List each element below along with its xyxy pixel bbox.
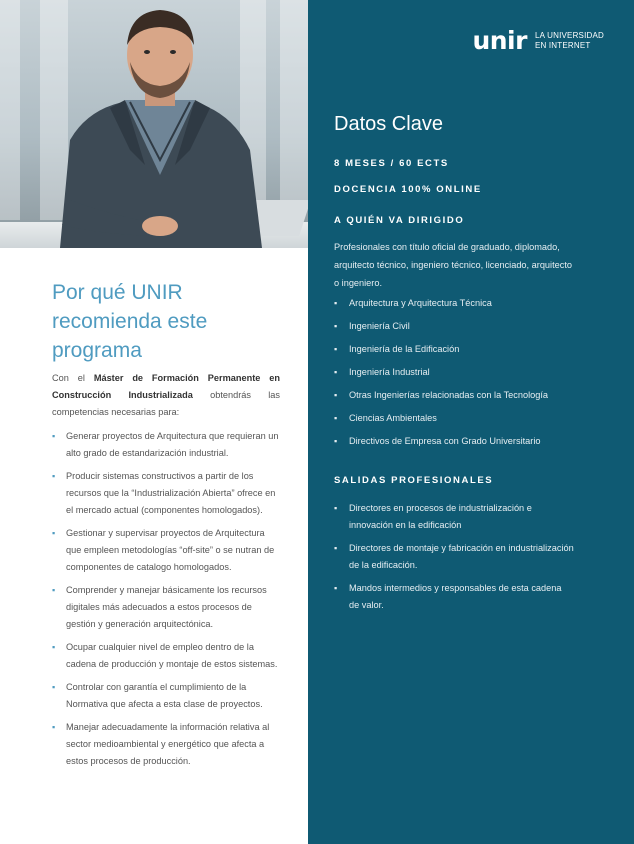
bullet-icon: ▪ bbox=[334, 436, 338, 446]
list-item: ▪ Producir sistemas constructivos a partir de los recursos que la “Industrialización Abierta” ofrece en el mercado actual (componentes homologados). bbox=[52, 468, 282, 519]
logo-tagline: LA UNIVERSIDAD EN INTERNET bbox=[534, 30, 604, 50]
bullet-icon: ▪ bbox=[334, 344, 338, 354]
bullet-icon: ▪ bbox=[52, 642, 56, 652]
person-illustration bbox=[0, 0, 308, 248]
careers-list bbox=[334, 500, 574, 620]
bullet-icon: ▪ bbox=[52, 528, 56, 538]
bullet-icon: ▪ bbox=[52, 722, 56, 732]
list-item: ▪ Ingeniería Civil bbox=[334, 321, 410, 331]
list-item: ▪ Arquitectura y Arquitectura Técnica bbox=[334, 298, 492, 308]
list-item: ▪ Manejar adecuadamente la información relativa al sector medioambiental y energético que afecta a estos procesos de producción. bbox=[52, 719, 282, 770]
list-item: ▪ Ciencias Ambientales bbox=[334, 413, 437, 423]
bullet-icon: ▪ bbox=[334, 413, 338, 423]
list-item: ▪ Directores de montaje y fabricación en industrialización de la edificación. bbox=[334, 540, 574, 574]
key-data-panel bbox=[308, 0, 634, 844]
list-item: ▪ Controlar con garantía el cumplimiento de la Normativa que afecta a esta clase de proyectos. bbox=[52, 679, 282, 713]
competencies-list bbox=[52, 428, 282, 776]
audience-text: Profesionales con título oficial de graduado, diplomado, arquitecto técnico, ingeniero técnico, licenciado, arquitecto o ingeniero. bbox=[334, 242, 572, 288]
bullet-icon: ▪ bbox=[334, 321, 338, 331]
list-item: ▪ Comprender y manejar básicamente los recursos digitales más adecuados a estos procesos de gestión y generación arquitectónica. bbox=[52, 582, 282, 633]
list-item: ▪ Generar proyectos de Arquitectura que requieran un alto grado de estandarización industrial. bbox=[52, 428, 282, 462]
list-item: ▪ Ocupar cualquier nivel de empleo dentro de la cadena de producción y montaje de estos sistemas. bbox=[52, 639, 282, 673]
intro-prefix: Con el bbox=[52, 373, 85, 383]
list-item: ▪ Ingeniería de la Edificación bbox=[334, 344, 460, 354]
man-in-suit-photo bbox=[0, 0, 308, 248]
careers-heading: SALIDAS PROFESIONALES bbox=[334, 475, 494, 486]
bullet-icon: ▪ bbox=[52, 471, 56, 481]
audience-list bbox=[334, 298, 574, 459]
mode-label: DOCENCIA 100% ONLINE bbox=[334, 184, 482, 195]
bullet-icon: ▪ bbox=[334, 367, 338, 377]
bullet-icon: ▪ bbox=[52, 682, 56, 692]
duration-label: 8 MESES / 60 ECTS bbox=[334, 158, 449, 169]
list-item: ▪ Gestionar y supervisar proyectos de Arquitectura que empleen metodologías “off-site” o se nutran de componentes de catalogo homologados. bbox=[52, 525, 282, 576]
program-name: Máster de Formación Permanente en Construcción Industrializada bbox=[52, 373, 280, 400]
bullet-icon: ▪ bbox=[52, 431, 56, 441]
list-item: ▪ Mandos intermedios y responsables de esta cadena de valor. bbox=[334, 580, 574, 614]
bullet-icon: ▪ bbox=[334, 390, 338, 400]
unir-logo[interactable] bbox=[472, 28, 604, 53]
bullet-icon: ▪ bbox=[334, 298, 338, 308]
intro-suffix: obtendrás las competencias necesarias para: bbox=[52, 390, 280, 417]
list-item: ▪ Directivos de Empresa con Grado Universitario bbox=[334, 436, 541, 446]
bullet-icon: ▪ bbox=[334, 543, 338, 553]
bullet-icon: ▪ bbox=[52, 585, 56, 595]
bullet-icon: ▪ bbox=[334, 503, 338, 513]
bullet-icon: ▪ bbox=[334, 583, 338, 593]
logo-mark: unir bbox=[472, 26, 527, 55]
list-item: ▪ Directores en procesos de industrialización e innovación en la edificación bbox=[334, 500, 574, 534]
list-item: ▪ Otras Ingenierías relacionadas con la Tecnología bbox=[334, 390, 549, 400]
list-item: ▪ Ingeniería Industrial bbox=[334, 367, 430, 377]
intro-paragraph bbox=[52, 370, 280, 421]
page-title: Por qué UNIR recomienda este programa bbox=[52, 281, 208, 362]
audience-heading: A QUIÉN VA DIRIGIDO bbox=[334, 215, 465, 226]
key-data-title: Datos Clave bbox=[334, 113, 443, 135]
